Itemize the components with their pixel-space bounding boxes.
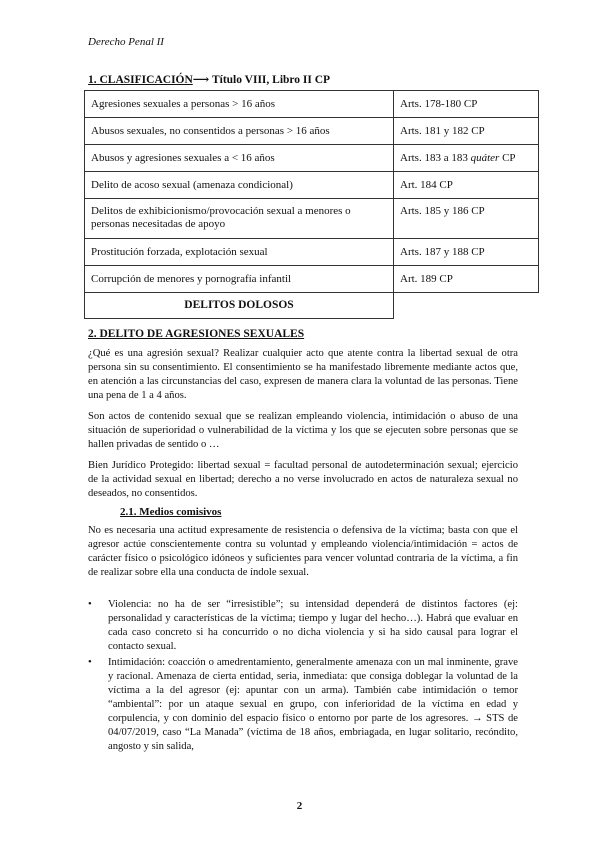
articles-cell xyxy=(394,145,539,172)
offence-cell: Delitos de exhibicionismo/provocación sexual a menores o personas necesitadas de apoyo xyxy=(85,199,394,239)
classification-table xyxy=(84,90,539,319)
table-row xyxy=(85,91,539,118)
table-footer-label: DELITOS DOLOSOS xyxy=(85,293,394,319)
articles-prefix: Arts. 183 a 183 xyxy=(400,151,471,164)
section-1-subtitle: Título VIII, Libro II CP xyxy=(209,74,331,86)
offence-cell: Delito de acoso sexual (amenaza condicional) xyxy=(85,172,394,199)
arrow-icon: ⟶ xyxy=(192,74,210,86)
offence-cell: Abusos sexuales, no consentidos a personas > 16 años xyxy=(85,118,394,145)
running-header: Derecho Penal II xyxy=(88,36,164,48)
offence-cell: Prostitución forzada, explotación sexual xyxy=(85,239,394,266)
table-row xyxy=(85,145,539,172)
offence-cell: Abusos y agresiones sexuales a < 16 años xyxy=(85,145,394,172)
section-1-heading xyxy=(88,72,330,86)
bullet-violence: Violencia: no ha de ser “irresistible”; su intensidad dependerá de distintos factores (ej: personalidad y características de la víctima; tiempo y lugar del hecho…). Habrá que evaluar en cada caso concreto si ha concurrido o no dicha violencia y si ha sido causal para lograr el contacto sexual. xyxy=(108,599,518,652)
section-1-title: 1. CLASIFICACIÓN xyxy=(88,74,193,86)
table-footer-blank xyxy=(394,293,539,319)
offence-cell: Agresiones sexuales a personas > 16 años xyxy=(85,91,394,118)
table-row xyxy=(85,199,539,239)
articles-italic: quáter xyxy=(470,151,500,164)
articles-cell: Arts. 185 y 186 CP xyxy=(394,199,539,239)
articles-suffix: CP xyxy=(499,151,516,164)
articles-cell: Arts. 181 y 182 CP xyxy=(394,118,539,145)
paragraph-legal-good: Bien Jurídico Protegido: libertad sexual = facultad personal de autodeterminación sexual; ejercicio de la actividad sexual en libertad; derecho a no verse involucrado en actos de naturaleza sexual no deseados, no consentidos. xyxy=(88,460,518,499)
table-row xyxy=(85,118,539,145)
subsection-heading: 2.1. Medios comisivos xyxy=(120,506,222,518)
section-2-heading: 2. DELITO DE AGRESIONES SEXUALES xyxy=(88,328,305,340)
articles-cell: Arts. 187 y 188 CP xyxy=(394,239,539,266)
table-footer-row xyxy=(85,293,539,319)
bullet-intimidation: Intimidación: coacción o amedrentamiento, generalmente amenaza con un mal inminente, grave y racional. Amenaza de cierta entidad, seria, inmediata: que consiga doblegar la voluntad de la víctima a la del agresor (ej: apuntar con un arma). También cabe intimidación o temor “ambiental”: por un ataque sexual en grupo, con inferioridad de la víctima en edad y corpulencia, y con dominio del espacio físico o entorno por parte de los agresores. → STS de 04/07/2019, caso “La Manada” (víctima de 18 años, embriagada, en lugar solitario, recóndito, angosto y sin salida, xyxy=(108,657,518,752)
list-item xyxy=(88,656,518,754)
paragraph-means: No es necesaria una actitud expresamente de resistencia o defensiva de la víctima; basta con que el agresor actúe conscientemente contra su voluntad y empleando violencia/intimidación = actos de carácter físico o psicológico idóneos y suficientes para vencer voluntad contraria de la víctima, a fin de realizar sobre ella una conducta de índole sexual. xyxy=(88,525,518,578)
paragraph-definition: ¿Qué es una agresión sexual? Realizar cualquier acto que atente contra la libertad sexual de otra persona sin su consentimiento. El consentimiento se ha manifestado libremente mediante actos que, en atención a las circunstancias del caso, expresen de manera clara la voluntad de las personas. Tiene una pena de 1 a 4 años. xyxy=(88,348,518,401)
offence-cell: Corrupción de menores y pornografía infantil xyxy=(85,266,394,293)
table-row xyxy=(85,239,539,266)
paragraph-acts: Son actos de contenido sexual que se realizan empleando violencia, intimidación o abuso de una situación de superioridad o vulnerabilidad de la víctima y los que se ejecuten sobre personas que se hallen privadas de sentido o … xyxy=(88,411,518,450)
bullet-icon: • xyxy=(88,599,92,610)
table-row xyxy=(85,266,539,293)
articles-cell: Art. 184 CP xyxy=(394,172,539,199)
articles-cell: Arts. 178-180 CP xyxy=(394,91,539,118)
table-row xyxy=(85,172,539,199)
list-item xyxy=(88,598,518,654)
page-number: 2 xyxy=(296,800,303,812)
articles-cell: Art. 189 CP xyxy=(394,266,539,293)
bullet-icon: • xyxy=(88,657,92,668)
